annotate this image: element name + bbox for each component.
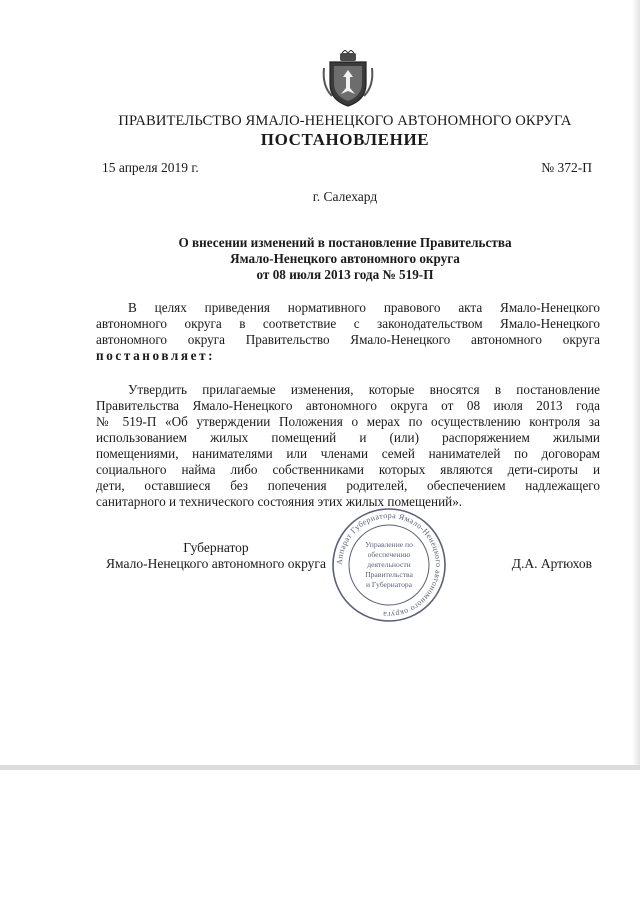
document-type: ПОСТАНОВЛЕНИЕ — [260, 130, 430, 149]
document-city: г. Салехард — [312, 189, 378, 204]
subject-line: от 08 июля 2013 года № 519-П — [256, 267, 434, 282]
body-line: помещениями, нанимателями или членами семей нанимателей по договорам — [96, 446, 600, 461]
body-line: автономного округа в соответствие с законодательством Ямало-Ненецкого — [96, 316, 600, 331]
body-line: дети, оставшиеся без попечения родителей, обеспечением надлежащего — [96, 478, 600, 493]
stamp-center-line: деятельности — [367, 560, 411, 569]
subject-line: О внесении изменений в постановление Правительства — [178, 235, 512, 250]
body-line: автономного округа Правительство Ямало-Ненецкого автономного округа — [96, 332, 600, 347]
body-line: Утвердить прилагаемые изменения, которые вносятся в постановление — [128, 382, 600, 397]
blank-area — [0, 770, 640, 905]
document-number: № 372-П — [541, 160, 592, 175]
document-subject — [0, 235, 640, 283]
government-name: ПРАВИТЕЛЬСТВО ЯМАЛО-НЕНЕЦКОГО АВТОНОМНОГО ОКРУГА — [118, 113, 572, 129]
official-stamp — [330, 506, 448, 624]
body-line: Правительства Ямало-Ненецкого автономного округа от 08 июля 2013 года — [96, 398, 600, 413]
body-line: В целях приведения нормативного правового акта Ямало-Ненецкого — [128, 300, 600, 315]
stamp-center-line: Правительства — [365, 570, 413, 579]
subject-line: Ямало-Ненецкого автономного округа — [230, 251, 460, 266]
signer-region: Ямало-Ненецкого автономного округа — [106, 556, 326, 571]
body-line: социального найма либо собственниками которых являются дети-сироты и — [96, 462, 600, 477]
body-line: № 519-П «Об утверждении Положения о мерах по осуществлению контроля за — [96, 414, 600, 429]
decree-word: постановляет: — [96, 348, 216, 363]
signer-position: Губернатор — [183, 540, 249, 555]
body-paragraph-decision — [96, 382, 600, 510]
body-paragraph-preamble — [96, 300, 600, 364]
coat-of-arms-icon — [320, 50, 376, 108]
stamp-ring-text: Аппарат Губернатора Ямало-Ненецкого автономного округа — [334, 510, 444, 620]
signer-name: Д.А. Артюхов — [511, 556, 592, 571]
document-date: 15 апреля 2019 г. — [102, 160, 199, 175]
page-edge-shadow — [632, 0, 640, 765]
body-line: использованием жилых помещений и (или) распоряжением жилыми — [96, 430, 600, 445]
stamp-center-line: обеспечению — [367, 550, 411, 559]
stamp-center-line: Управление по — [365, 540, 413, 549]
stamp-center-line: и Губернатора — [365, 580, 413, 589]
body-line: санитарного и технического состояния этих жилых помещений». — [96, 494, 463, 509]
signer-title — [96, 540, 336, 572]
